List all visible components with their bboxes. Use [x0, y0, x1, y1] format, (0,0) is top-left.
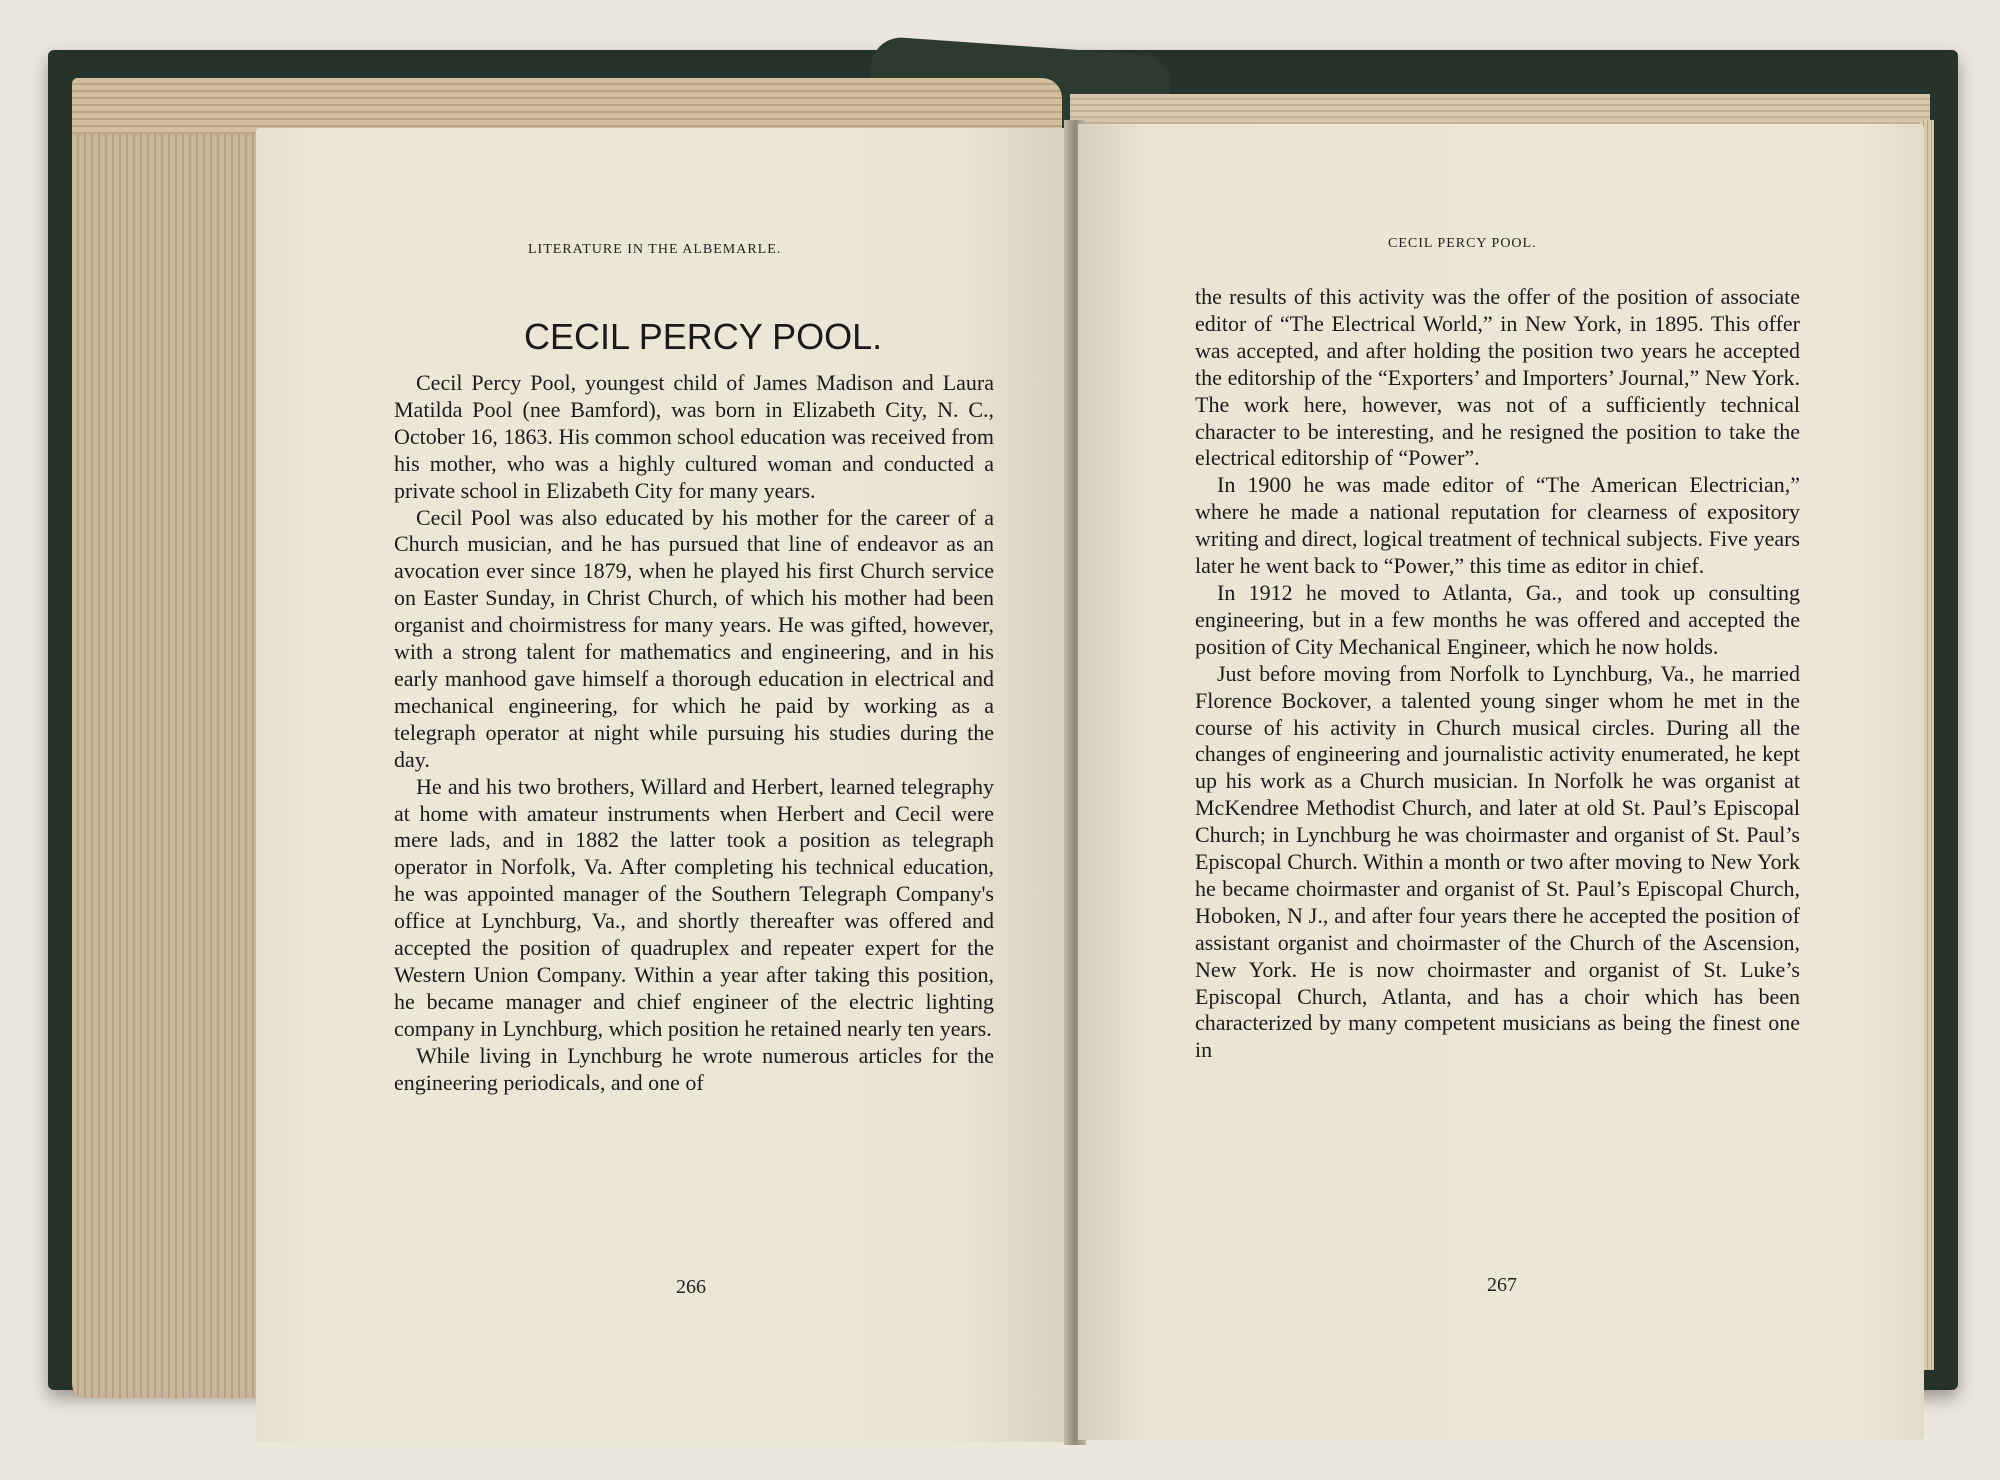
- paragraph: Cecil Pool was also educated by his mother for the career of a Church musician, and he has pursued that line of endeavor as an avocation ever since 1879, when he played his first Church service on Easter Sunday, in Christ Church, of which his mother had been organist and choirmistress for many years. He was gifted, however, with a strong talent for mathematics and engineering, and in his early manhood gave himself a thorough education in electrical and mechanical engineering, for which he paid by working as a telegraph operator at night while pursuing his studies during the day.: [394, 504, 994, 772]
- page-number-right: 267: [1487, 1274, 1517, 1296]
- paragraph: the results of this activity was the offer of the position of associate editor of “The Electrical World,” in New York, in 1895. This offer was accepted, and after holding the position two years he accepted the editorship of the “Exporters’ and Importers’ Journal,” New York. The work here, however, was not of a sufficiently technical character to be interesting, and he resigned the position to take the electrical editorship of “Power”.: [1195, 284, 1800, 471]
- paragraph: While living in Lynchburg he wrote numerous articles for the engineering periodicals, and one of: [394, 1042, 994, 1095]
- paragraph: Just before moving from Norfolk to Lynchburg, Va., he married Florence Bockover, a talented young singer whom he met in the course of his activity in Church musical circles. During all the changes of engineering and journalistic activity enumerated, he kept up his work as a Church musician. In Norfolk he was organist at McKendree Methodist Church, and later at old St. Paul’s Episcopal Church; in Lynchburg he was choirmaster and organist of St. Paul’s Episcopal Church. Within a month or two after moving to New York he became choirmaster and organist of St. Paul’s Episcopal Church, Hoboken, N J., and after four years there he accepted the position of assistant organist and choirmaster of the Church of the Ascension, New York. He is now choirmaster and organist of St. Luke’s Episcopal Church, Atlanta, and has a choir which has been characterized by many competent musicians as being the finest one in: [1195, 660, 1800, 1063]
- paragraph: Cecil Percy Pool, youngest child of James Madison and Laura Matilda Pool (nee Bamford), was born in Elizabeth City, N. C., October 16, 1863. His common school education was received from his mother, who was a highly cultured woman and conducted a private school in Elizabeth City for many years.: [394, 370, 994, 503]
- right-page-text: [1195, 284, 1800, 1064]
- page-edges-left: [72, 78, 272, 1398]
- left-page: [256, 128, 1072, 1442]
- running-head-right: CECIL PERCY POOL.: [1388, 236, 1537, 251]
- running-head-left: LITERATURE IN THE ALBEMARLE.: [528, 242, 782, 257]
- paragraph: In 1900 he was made editor of “The American Electrician,” where he made a national reputation for clearness of expository writing and direct, logical treatment of technical subjects. Five years later he went back to “Power,” this time as editor in chief.: [1195, 472, 1800, 579]
- left-page-text: [394, 370, 994, 1096]
- paragraph: He and his two brothers, Willard and Herbert, learned telegraphy at home with amateur instruments when Herbert and Cecil were mere lads, and in 1882 the latter took a position as telegraph operator in Norfolk, Va. After completing his technical education, he was appointed manager of the Southern Telegraph Company's office at Lynchburg, Va., and shortly thereafter was offered and accepted the position of quadruplex and repeater expert for the Western Union Company. Within a year after taking this position, he became manager and chief engineer of the electric lighting company in Lynchburg, which position he retained nearly ten years.: [394, 773, 994, 1041]
- paragraph: In 1912 he moved to Atlanta, Ga., and took up consulting engineering, but in a few months he was offered and accepted the position of City Mechanical Engineer, which he now holds.: [1195, 579, 1800, 659]
- page-edges-top-left: [72, 78, 1062, 134]
- page-title: CECIL PERCY POOL.: [524, 316, 883, 357]
- page-number-left: 266: [676, 1276, 706, 1298]
- right-page: [1078, 124, 1924, 1440]
